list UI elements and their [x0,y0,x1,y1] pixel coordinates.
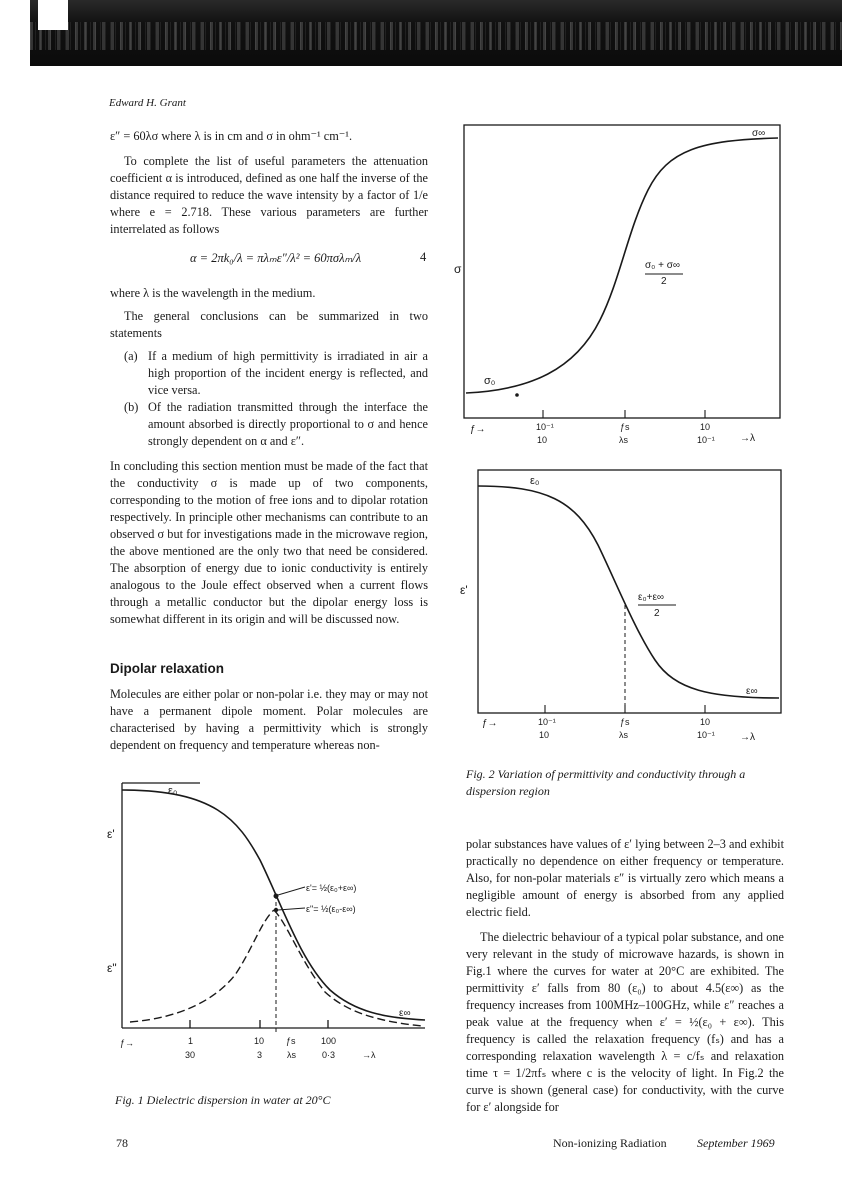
fig1-f-tick-1: 1 [188,1036,194,1046]
fig1-f-tick-100: 100 [321,1036,337,1046]
fig2-label-epsinf: ε∞ [746,686,758,697]
fig2-eps-f-arrow: ƒ→ [482,718,498,729]
fig2-label-eps0: ε₀ [530,475,540,487]
paragraph-water: The dielectric behaviour of a typical polar substance, and one very relevant in the study of microwave hazards, is shown in Fig.1 where the curves for water at 20°C are exhibited. The permittivity ε′ falls from 80 (ε₀) to about 4.5(ε∞) as the frequency increases from 100MHz–100GHz, while ε″ reaches a peak value at the frequency when ε′ = ½(ε₀ + ε∞). This frequency is called the relaxation frequency (fₛ) and has a corresponding relaxation wavelength λ = c/fₛ and relaxation time τ = 1/2πfₛ where c is the velocity of light. In Fig.2 the curve is shown (general case) for conductivity, with the curve for ε′ alongside for [466,930,784,1114]
eps-definition-line: ε″ = 60λσ where λ is in cm and σ in ohm⁻¹ cm⁻¹. [110,129,353,143]
fig1-lambda-arrow: →λ [362,1050,376,1060]
banner-notch [38,0,68,30]
fig2-eps-curve [478,486,779,698]
paragraph-conclusions: The general conclusions can be summarized in two statements [110,309,428,340]
fig2-eps-mid-num: ε₀+ε∞ [638,592,665,603]
header-banner-image [30,0,842,66]
list-label-a: (a) [124,349,138,363]
fig1-f-tick-fs: ƒs [286,1036,296,1046]
fig2-sigma-mid-den: 2 [661,276,667,287]
paragraph-nonpolar: polar substances have values of ε′ lying between 2–3 and exhibit practically no dependence on either frequency or temperature. Also, for non-polar materials ε″ is virtually zero which means a negligible amount of energy is absorbed from any applied electric field. [466,837,784,919]
fig1-annot-upper: ε'= ½(ε₀+ε∞) [306,883,357,893]
fig2-sigma-lambda-tick-lambdas: λs [619,435,628,445]
fig2-sigma-f-arrow: ƒ→ [470,424,486,435]
fig1-crossover-point [274,894,279,899]
fig2-sigma-dot [515,393,519,397]
fig1-f-tick-10: 10 [254,1036,265,1046]
fig2-sigma-lambda-tick-1: 10 [537,435,548,445]
right-column-bottom [466,836,784,1116]
fig2-label-sigmainf: σ∞ [752,128,766,139]
paragraph-wavelength: where λ is the wavelength in the medium. [110,286,316,300]
fig1-annot-lower-leader [278,908,305,910]
fig2-label-eps: ε' [460,583,468,597]
fig2-sigma-f-tick-1: 10⁻¹ [536,422,554,432]
fig2-eps-f-tick-10: 10 [700,717,711,727]
fig2-sigma-curve [466,138,778,393]
fig2-eps-mid-den: 2 [654,608,660,619]
equation-number: 4 [420,250,427,264]
left-column-bottom [110,686,428,754]
fig2-sigma-lambda-tick-3: 10⁻¹ [697,435,715,445]
list-text-a: If a medium of high permittivity is irradiated in air a high proportion of the incident energy is reflected, and vice versa. [148,349,428,397]
fig1-eps-prime-curve [122,790,425,1020]
journal-name: Non-ionizing Radiation [553,1136,667,1150]
fig2-sigma-frame [464,125,780,418]
fig2-eps-lambda-tick-3: 10⁻¹ [697,730,715,740]
fig2-sigma-lambda-arrow: →λ [740,433,755,444]
figure-1-caption: Fig. 1 Dielectric dispersion in water at 20°C [115,1093,331,1107]
fig2-label-sigma0: σ₀ [484,375,496,387]
equation-text: α = 2πk₀/λ = πλₘε″/λ² = 60πσλₘ/λ [190,251,362,265]
fig1-label-eps-double: ε" [107,961,117,975]
fig1-annot-upper-leader [278,887,305,895]
fig1-lambda-tick-30: 30 [185,1050,196,1060]
fig2-eps-f-tick-fs: ƒs [620,717,630,727]
fig1-peak-point [274,908,278,912]
page-number: 78 [116,1136,128,1150]
fig2-sigma-f-tick-10: 10 [700,422,711,432]
fig2-label-sigma: σ [454,262,462,276]
paragraph-conductivity: In concluding this section mention must be made of the fact that the conductivity σ is made up of two components, corresponding to the motion of free ions and to dipolar rotation respectively. In principle other mechanisms can contribute to an observed σ but for investigations made in the microwave region, the above mentioned are the only two that need be considered. The absorption of energy due to ionic conductivity is entirely analogous to the Joule effect observed when a current flows through a metallic conductor but the dipolar energy loss is somewhat different in its origin and will be discussed now. [110,459,428,626]
fig1-label-epsinf: ε∞ [399,1008,411,1019]
issue-date: September 1969 [697,1136,775,1150]
banner-texture [30,22,842,50]
fig1-annot-lower: ε"= ½(ε₀-ε∞) [306,904,356,914]
left-column-middle [110,285,428,628]
fig1-lambda-tick-3: 3 [257,1050,263,1060]
fig1-frame [122,783,425,1028]
fig1-lambda-tick-lambdas: λs [287,1050,296,1060]
fig2-eps-frame [478,470,781,713]
fig2-eps-lambda-tick-1: 10 [539,730,550,740]
fig2-sigma-mid-num: σ₀ + σ∞ [645,260,681,271]
figure-2-caption: Fig. 2 Variation of permittivity and conductivity through a dispersion region [466,767,746,798]
list-label-b: (b) [124,400,139,414]
fig2-sigma-f-tick-fs: ƒs [620,422,630,432]
fig1-lambda-tick-03: 0·3 [322,1050,336,1060]
equation-4 [190,240,430,276]
fig1-eps-double-curve-left [130,910,274,1022]
left-column-top [110,128,428,238]
list-text-b: Of the radiation transmitted through the interface the amount absorbed is directly proportional to σ and hence strongly dependent on α and ε″. [148,400,428,448]
fig2-eps-f-tick-1: 10⁻¹ [538,717,556,727]
fig1-f-arrow: ƒ→ [120,1038,135,1048]
fig1-eps-double-curve-right [274,910,422,1026]
paragraph-dipolar: Molecules are either polar or non-polar i.e. they may or may not have a permanent dipole moment. Polar molecules are characterised by having a permittivity which is strongly dependent on frequency and temperature whereas non- [110,687,428,752]
section-heading-dipolar: Dipolar relaxation [110,661,225,676]
fig1-label-eps-prime: ε' [107,827,115,841]
fig1-label-eps0: ε₀ [168,785,178,797]
paragraph-attenuation: To complete the list of useful parameters the attenuation coefficient α is introduced, defined as one half the inverse of the distance required to reduce the wave intensity by a factor of 1/e where e = 2.718. These various parameters are further interrelated as follows [110,154,428,236]
list-item-a [110,348,428,399]
fig2-eps-lambda-arrow: →λ [740,732,755,743]
list-item-b [110,399,428,450]
fig2-eps-lambda-tick-lambdas: λs [619,730,628,740]
running-head-author: Edward H. Grant [109,97,186,109]
